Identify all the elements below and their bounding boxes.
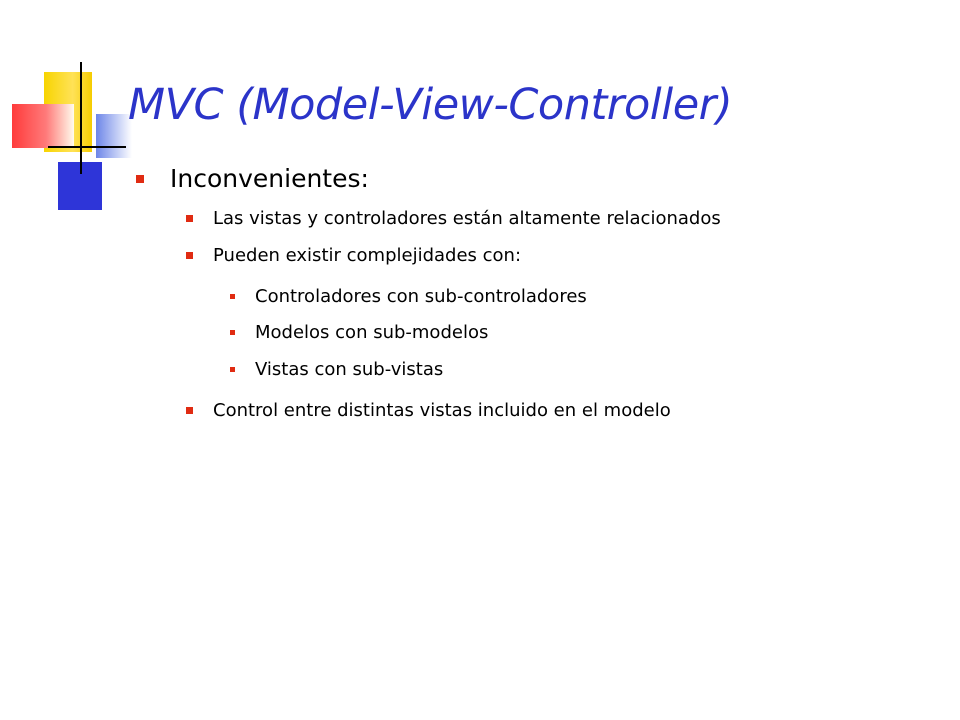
bullet-text: Modelos con sub-modelos: [255, 322, 489, 343]
square-bullet-icon: [230, 367, 235, 372]
square-bullet-icon: [136, 175, 144, 183]
bullet-text: Vistas con sub-vistas: [255, 359, 444, 380]
logo-red-square: [12, 104, 74, 148]
bullet-item-controladores: [230, 286, 587, 307]
logo-lightblue-square: [96, 114, 132, 158]
bullet-text: Controladores con sub-controladores: [255, 286, 587, 307]
bullet-text: Inconvenientes:: [170, 164, 369, 193]
bullet-item-control-vistas: [186, 400, 671, 421]
bullet-item-vistas: [230, 359, 443, 380]
bullet-item-vistas-controladores: [186, 208, 721, 229]
square-bullet-icon: [230, 294, 235, 299]
bullet-text: Pueden existir complejidades con:: [213, 245, 522, 266]
square-bullet-icon: [186, 215, 193, 222]
bullet-item-inconvenientes: [136, 164, 369, 193]
square-bullet-icon: [186, 252, 193, 259]
bullet-item-complejidades: [186, 245, 521, 266]
bullet-item-modelos: [230, 322, 488, 343]
logo-vertical-line: [80, 62, 82, 174]
bullet-text: Las vistas y controladores están altamente relacionados: [213, 208, 721, 229]
bullet-text: Control entre distintas vistas incluido en el modelo: [213, 400, 671, 421]
square-bullet-icon: [230, 330, 235, 335]
logo-horizontal-line: [48, 146, 126, 148]
square-bullet-icon: [186, 407, 193, 414]
slide-title: MVC (Model-View-Controller): [128, 80, 733, 130]
